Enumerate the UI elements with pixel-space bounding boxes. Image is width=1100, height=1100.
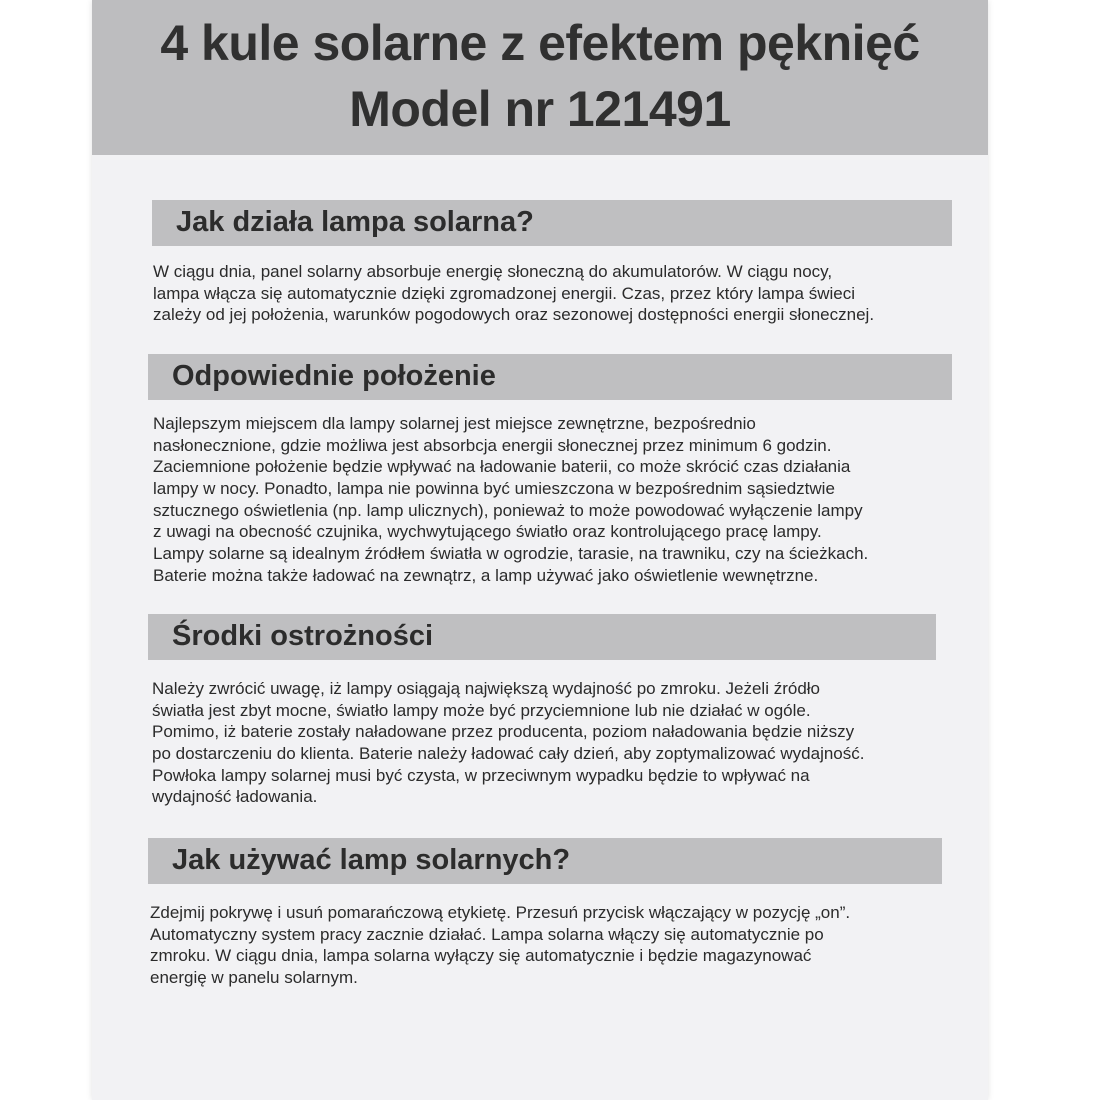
paragraph-line: Lampy solarne są idealnym źródłem światła w ogrodzie, tarasie, na trawniku, czy na ścieżkach. xyxy=(153,544,869,564)
paragraph-line: Najlepszym miejscem dla lampy solarnej jest miejsce zewnętrzne, bezpośrednio xyxy=(153,414,756,433)
paragraph-line: energię w panelu solarnym. xyxy=(150,968,358,988)
paragraph-line: nasłonecznione, gdzie możliwa jest absorbcja energii słonecznej przez minimum 6 godzin. xyxy=(153,435,832,455)
document-title: 4 kule solarne z efektem pęknięć xyxy=(160,15,920,71)
title-band xyxy=(92,0,988,155)
section-heading-precautions xyxy=(148,614,936,660)
paragraph-line: Baterie można także ładować na zewnątrz, a lamp używać jako oświetlenie wewnętrzne. xyxy=(153,565,819,585)
paragraph-line: sztucznego oświetlenia (np. lamp ulicznych), ponieważ to może powodować wyłączenie lampy xyxy=(153,500,863,520)
paragraph-line: zależy od jej położenia, warunków pogodowych oraz sezonowej dostępności energii słonecznej. xyxy=(153,305,875,325)
paragraph-line: Należy zwrócić uwagę, iż lampy osiągają największą wydajność po zmroku. Jeżeli źródło xyxy=(152,679,821,698)
paragraph-line: Powłoka lampy solarnej musi być czysta, w przeciwnym wypadku będzie to wpływać na xyxy=(152,765,810,785)
manual-page xyxy=(92,0,988,1100)
section-heading-how-it-works xyxy=(152,200,952,246)
paragraph-line: Zdejmij pokrywę i usuń pomarańczową etykietę. Przesuń przycisk włączający w pozycję „on”. xyxy=(150,903,851,922)
paragraph-line: światła jest zbyt mocne, światło lampy może być przyciemnione lub nie działać w ogóle. xyxy=(152,700,811,720)
section-paragraph-precautions xyxy=(152,678,865,808)
paragraph-line: Automatyczny system pracy zacznie działać. Lampa solarna włączy się automatycznie po xyxy=(150,924,824,944)
paragraph-line: Pomimo, iż baterie zostały naładowane przez producenta, poziom naładowania będzie niższy xyxy=(152,722,855,742)
section-paragraph-placement xyxy=(153,413,868,587)
paragraph-line: zmroku. W ciągu dnia, lampa solarna wyłączy się automatycznie i będzie magazynować xyxy=(150,946,812,966)
section-heading-placement xyxy=(148,354,952,400)
section-paragraph-how-it-works xyxy=(153,261,874,326)
section-heading-text: Jak używać lamp solarnych? xyxy=(172,844,571,876)
section-heading-usage xyxy=(148,838,942,884)
section-paragraph-usage xyxy=(150,902,850,989)
paragraph-line: z uwagi na obecność czujnika, wychwytującego światło oraz kontrolującego pracę lampy. xyxy=(153,522,822,542)
paragraph-line: lampa włącza się automatycznie dzięki zgromadzonej energii. Czas, przez który lampa świeci xyxy=(153,283,856,303)
paragraph-line: W ciągu dnia, panel solarny absorbuje energię słoneczną do akumulatorów. W ciągu nocy, xyxy=(153,262,833,281)
section-heading-text: Środki ostrożności xyxy=(172,620,434,652)
paragraph-line: wydajność ładowania. xyxy=(152,787,318,807)
paragraph-line: Zaciemnione położenie będzie wpływać na ładowanie baterii, co może skrócić czas działania xyxy=(153,457,851,477)
section-heading-text: Odpowiednie położenie xyxy=(172,360,496,392)
paragraph-line: lampy w nocy. Ponadto, lampa nie powinna być umieszczona w bezpośrednim sąsiedztwie xyxy=(153,479,835,499)
model-number: Model nr 121491 xyxy=(349,81,731,137)
paragraph-line: po dostarczeniu do klienta. Baterie należy ładować cały dzień, aby zoptymalizować wydajność. xyxy=(152,744,865,764)
section-heading-text: Jak działa lampa solarna? xyxy=(176,206,534,238)
